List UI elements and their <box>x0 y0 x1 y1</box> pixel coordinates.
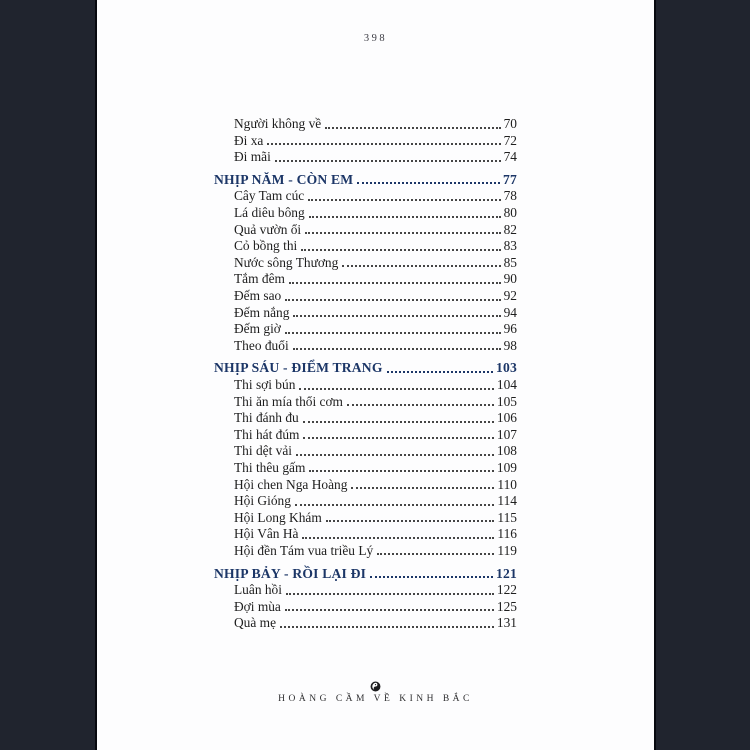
toc-entry-title: Hội Vân Hà <box>234 526 299 542</box>
toc-entry-title: NHỊP BẢY - RỒI LẠI ĐI <box>214 565 367 581</box>
toc-entry-title: Tắm đêm <box>234 271 285 287</box>
toc-entry-title: NHỊP NĂM - CÒN EM <box>214 171 354 187</box>
dot-leader <box>293 315 500 317</box>
toc-entry <box>214 394 517 411</box>
dot-leader <box>301 249 500 251</box>
dot-leader <box>357 182 500 184</box>
toc-entry-page: 115 <box>497 509 517 525</box>
toc-entry-title: Thi đánh đu <box>234 410 299 426</box>
dot-leader <box>347 404 494 406</box>
toc-entry-title: Đếm nắng <box>234 304 290 320</box>
toc-entry <box>214 510 517 527</box>
toc-entry <box>214 271 517 288</box>
toc-entry-page: 98 <box>503 337 517 353</box>
toc-entry-title: Đợi mùa <box>234 598 281 614</box>
toc-entry-title: Lá diêu bông <box>234 205 305 221</box>
toc-entry <box>214 377 517 394</box>
toc-entry-page: 78 <box>503 188 517 204</box>
toc-entry-title: Thi ăn mía thổi cơm <box>234 393 343 409</box>
dot-leader <box>342 265 500 267</box>
toc-entry-page: 85 <box>503 254 517 270</box>
toc-entry-title: Hội Gióng <box>234 493 291 509</box>
toc-entry-page: 121 <box>496 565 517 581</box>
dot-leader <box>303 421 494 423</box>
toc-entry-page: 107 <box>496 426 517 442</box>
toc-entry-page: 72 <box>503 132 517 148</box>
toc-entry-page: 105 <box>496 393 517 409</box>
toc-entry-title: Thi hát đúm <box>234 426 300 442</box>
dot-leader <box>285 609 494 611</box>
dot-leader <box>387 371 493 373</box>
toc-entry-page: 80 <box>503 205 517 221</box>
toc-entry-page: 106 <box>496 410 517 426</box>
dot-leader <box>326 520 495 522</box>
toc-entry <box>214 493 517 510</box>
toc-entry <box>214 205 517 222</box>
page-number: 398 <box>363 33 388 44</box>
dot-leader <box>305 232 500 234</box>
toc-entry <box>214 582 517 599</box>
toc-entry <box>214 255 517 272</box>
toc-entry-page: 70 <box>503 116 517 132</box>
toc-entry-title: Cây Tam cúc <box>234 188 305 204</box>
dot-leader <box>285 332 501 334</box>
toc-entry-title: Hội Long Khám <box>234 509 322 525</box>
toc-entry-page: 77 <box>503 171 517 187</box>
toc-entry <box>214 338 517 355</box>
book-page <box>95 0 656 750</box>
dot-leader <box>280 626 494 628</box>
toc-entry-page: 74 <box>503 149 517 165</box>
toc-entry <box>214 460 517 477</box>
toc-entry <box>214 188 517 205</box>
toc-entry-title: Nước sông Thương <box>234 254 339 270</box>
toc-entry <box>214 526 517 543</box>
toc-entry <box>214 288 517 305</box>
dot-leader <box>303 437 493 439</box>
toc-entry <box>214 427 517 444</box>
toc-entry <box>214 321 517 338</box>
toc-entry-title: Hội chen Nga Hoàng <box>234 476 348 492</box>
toc-entry <box>214 238 517 255</box>
toc-entry-page: 90 <box>503 271 517 287</box>
toc-entry-title: Đếm sao <box>234 288 282 304</box>
toc-entry-page: 108 <box>496 443 517 459</box>
dot-leader <box>293 348 501 350</box>
dot-leader <box>295 504 494 506</box>
table-of-contents <box>214 116 517 632</box>
toc-entry <box>214 615 517 632</box>
toc-entry-page: 82 <box>503 221 517 237</box>
toc-entry-title: Hội đền Tám vua triều Lý <box>234 542 374 558</box>
toc-entry-page: 119 <box>497 542 517 558</box>
toc-entry-page: 109 <box>496 459 517 475</box>
dot-leader <box>325 127 500 129</box>
toc-entry-title: Đi mãi <box>234 149 271 165</box>
toc-entry-title: Quả vườn ổi <box>234 221 302 237</box>
toc-entry-page: 103 <box>496 360 517 376</box>
toc-entry-title: NHỊP SÁU - ĐIỂM TRANG <box>214 360 383 376</box>
toc-entry <box>214 222 517 239</box>
toc-entry <box>214 116 517 133</box>
dot-leader <box>302 537 494 539</box>
dot-leader <box>286 593 494 595</box>
toc-entry-title: Theo đuổi <box>234 337 289 353</box>
dot-leader <box>351 487 494 489</box>
toc-section-entry <box>214 172 517 189</box>
dot-leader <box>275 160 501 162</box>
dot-leader <box>377 553 494 555</box>
dot-leader <box>267 143 500 145</box>
dot-leader <box>285 299 500 301</box>
toc-entry-page: 110 <box>497 476 517 492</box>
dot-leader <box>299 388 494 390</box>
dot-leader <box>308 199 500 201</box>
toc-entry-page: 96 <box>503 321 517 337</box>
toc-entry-page: 92 <box>503 288 517 304</box>
toc-entry-page: 125 <box>496 598 517 614</box>
toc-entry-page: 131 <box>496 615 517 631</box>
page-footer <box>97 681 654 704</box>
toc-entry-title: Quà mẹ <box>234 615 277 631</box>
toc-section-entry <box>214 565 517 582</box>
yin-yang-ornament-icon <box>370 681 381 692</box>
dot-leader <box>309 216 501 218</box>
dot-leader <box>296 454 494 456</box>
toc-entry-title: Luân hồi <box>234 582 282 598</box>
toc-entry-title: Cỏ bồng thi <box>234 238 298 254</box>
toc-entry-title: Đi xa <box>234 132 264 148</box>
toc-section-entry <box>214 360 517 377</box>
dot-leader <box>309 470 494 472</box>
dot-leader <box>289 282 501 284</box>
toc-entry-page: 114 <box>497 493 517 509</box>
toc-entry <box>214 543 517 560</box>
dot-leader <box>370 576 493 578</box>
toc-entry-title: Thi dệt vải <box>234 443 293 459</box>
toc-entry <box>214 476 517 493</box>
toc-entry-page: 122 <box>496 582 517 598</box>
toc-entry <box>214 410 517 427</box>
toc-entry-title: Thi thêu gấm <box>234 459 306 475</box>
toc-entry-title: Người không về <box>234 116 322 132</box>
toc-entry <box>214 133 517 150</box>
toc-entry-page: 104 <box>496 377 517 392</box>
toc-entry-title: Thi sợi bún <box>234 377 296 392</box>
book-title: HOÀNG CẦM VỀ KINH BẮC <box>278 694 473 704</box>
toc-entry <box>214 443 517 460</box>
toc-entry <box>214 599 517 616</box>
toc-entry-page: 94 <box>503 304 517 320</box>
toc-entry <box>214 149 517 166</box>
toc-entry-page: 116 <box>497 526 517 542</box>
toc-entry-title: Đếm giờ <box>234 321 281 337</box>
toc-entry <box>214 305 517 322</box>
toc-entry-page: 83 <box>503 238 517 254</box>
